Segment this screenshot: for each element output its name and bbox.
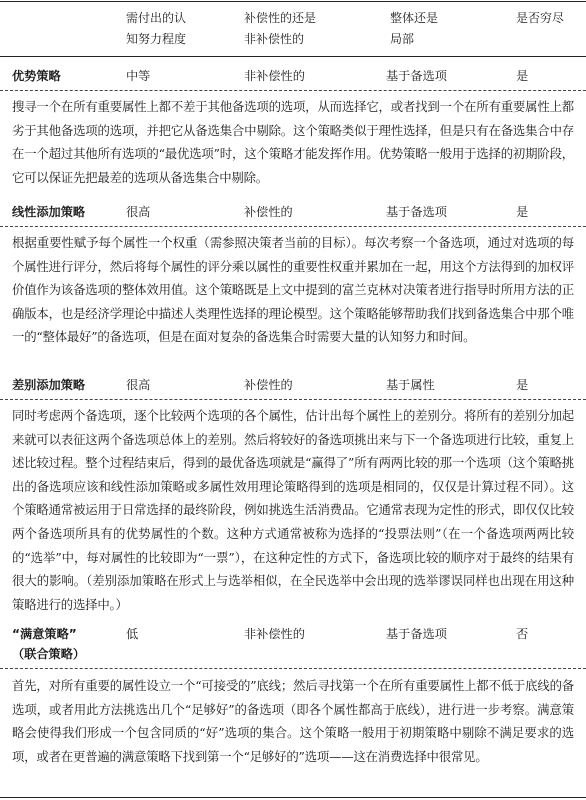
- header-exhaustive: 是否穷尽: [516, 11, 565, 25]
- row-separator: [0, 90, 586, 91]
- exhaustive-value: 是: [516, 378, 529, 392]
- compensatory-value: 非补偿性的: [244, 69, 305, 83]
- table-header-rule: [0, 56, 586, 57]
- scope-value: 基于备选项: [386, 205, 447, 219]
- exhaustive-value: 是: [516, 205, 529, 219]
- strategy-name: 差别添加策略: [12, 378, 86, 392]
- scope-value: 基于备选项: [386, 627, 447, 641]
- row-separator: [0, 668, 586, 669]
- effort-value: 很高: [126, 378, 151, 392]
- strategy-name: “满意策略”: [12, 627, 77, 641]
- strategy-subname: （联合策略）: [12, 647, 86, 661]
- strategy-description: 首先，对所有重要的属性设立一个“可接受的”底线；然后寻找第一个在所有重要属性上都不低于底线的备选项，或者用此方法挑选出几个“足够好”的备选项（即各个属性都高于底线），进行进一步考察。满意策略会使得我们形成一个包含同质的“好”选项的集合。这个策略一般用于初期策略中剔除不满足要求的选项，或者在更普遍的满意策略下找到第一个“足够好的”选项——这在消费选择中很常见。: [12, 678, 574, 764]
- header-scope: 整体还是局部: [390, 11, 439, 46]
- effort-value: 低: [126, 627, 139, 641]
- row-separator: [0, 399, 586, 400]
- table-top-rule: [0, 1, 586, 2]
- header-effort: 需付出的认知努力程度: [126, 11, 187, 46]
- strategy-description: 同时考虑两个备选项，逐个比较两个选项的各个属性，估计出每个属性上的差别分。将所有的差别分加起来就可以表征这两个备选项总体上的差别。然后将较好的备选项挑出来与下一个备选项进行比较，重复上述比较过程。整个过程结束后，得到的最优备选项就是“赢得了”所有两两比较的那一个选项（这个策略挑出的备选项应该和线性添加策略或多属性效用理论策略得到的选项是相同的，仅仅是计算过程不同）。这个策略通常被运用于日常选择的最终阶段，例如挑选生活消费品。它通常表现为定性的形式，即仅仅比较两个备选项所具有的优势属性的个数。这种方式通常被称为选择的“投票法则”（在一个备选项两两比较的“选举”中，每对属性的比较即为“一票”），在这种定性的方式下，备选项比较的顺序对于最终的结果有很大的影响。（差别添加策略在形式上与选举相似，在全民选举中会出现的选举谬误同样也出现在用这种策略进行的选择中。）: [12, 408, 574, 612]
- strategy-name: 优势策略: [12, 69, 61, 83]
- strategy-name: 线性添加策略: [12, 205, 86, 219]
- strategy-description: 根据重要性赋予每个属性一个权重（需参照决策者当前的目标）。每次考察一个备选项，通过对选项的每个属性进行评分，然后将每个属性的评分乘以属性的重要性权重并累加在一起，用这个方法得到的加权评价值作为该备选项的整体效用值。这个策略既是上文中提到的富兰克林对决策者进行指导时所用方法的正确版本，也是经济学理论中描述人类理性选择的理论模型。这个策略能够帮助我们找到备选集合中那个唯一的“整体最好”的备选项，但是在面对复杂的备选集合时需要大量的认知努力和时间。: [12, 235, 574, 345]
- scope-value: 基于备选项: [386, 69, 447, 83]
- table-bottom-rule: [0, 797, 586, 798]
- effort-value: 很高: [126, 205, 151, 219]
- exhaustive-value: 否: [516, 627, 529, 641]
- compensatory-value: 补偿性的: [244, 378, 293, 392]
- compensatory-value: 非补偿性的: [244, 627, 305, 641]
- compensatory-value: 补偿性的: [244, 205, 293, 219]
- scope-value: 基于属性: [386, 378, 435, 392]
- header-compensatory: 补偿性的还是非补偿性的: [244, 11, 317, 46]
- strategy-description: 搜寻一个在所有重要属性上都不差于其他备选项的选项，从而选择它，或者找到一个在所有重要属性上都劣于其他备选项的选项，并把它从备选集合中剔除。这个策略类似于理性选择，但是只有在备选集合中存在一个超过其他所有选项的“最优选项”时，这个策略才能发挥作用。优势策略一般用于选择的初期阶段，它可以保证先把最差的选项从备选集合中剔除。: [12, 99, 574, 185]
- row-separator: [0, 226, 586, 227]
- effort-value: 中等: [126, 69, 151, 83]
- exhaustive-value: 是: [516, 69, 529, 83]
